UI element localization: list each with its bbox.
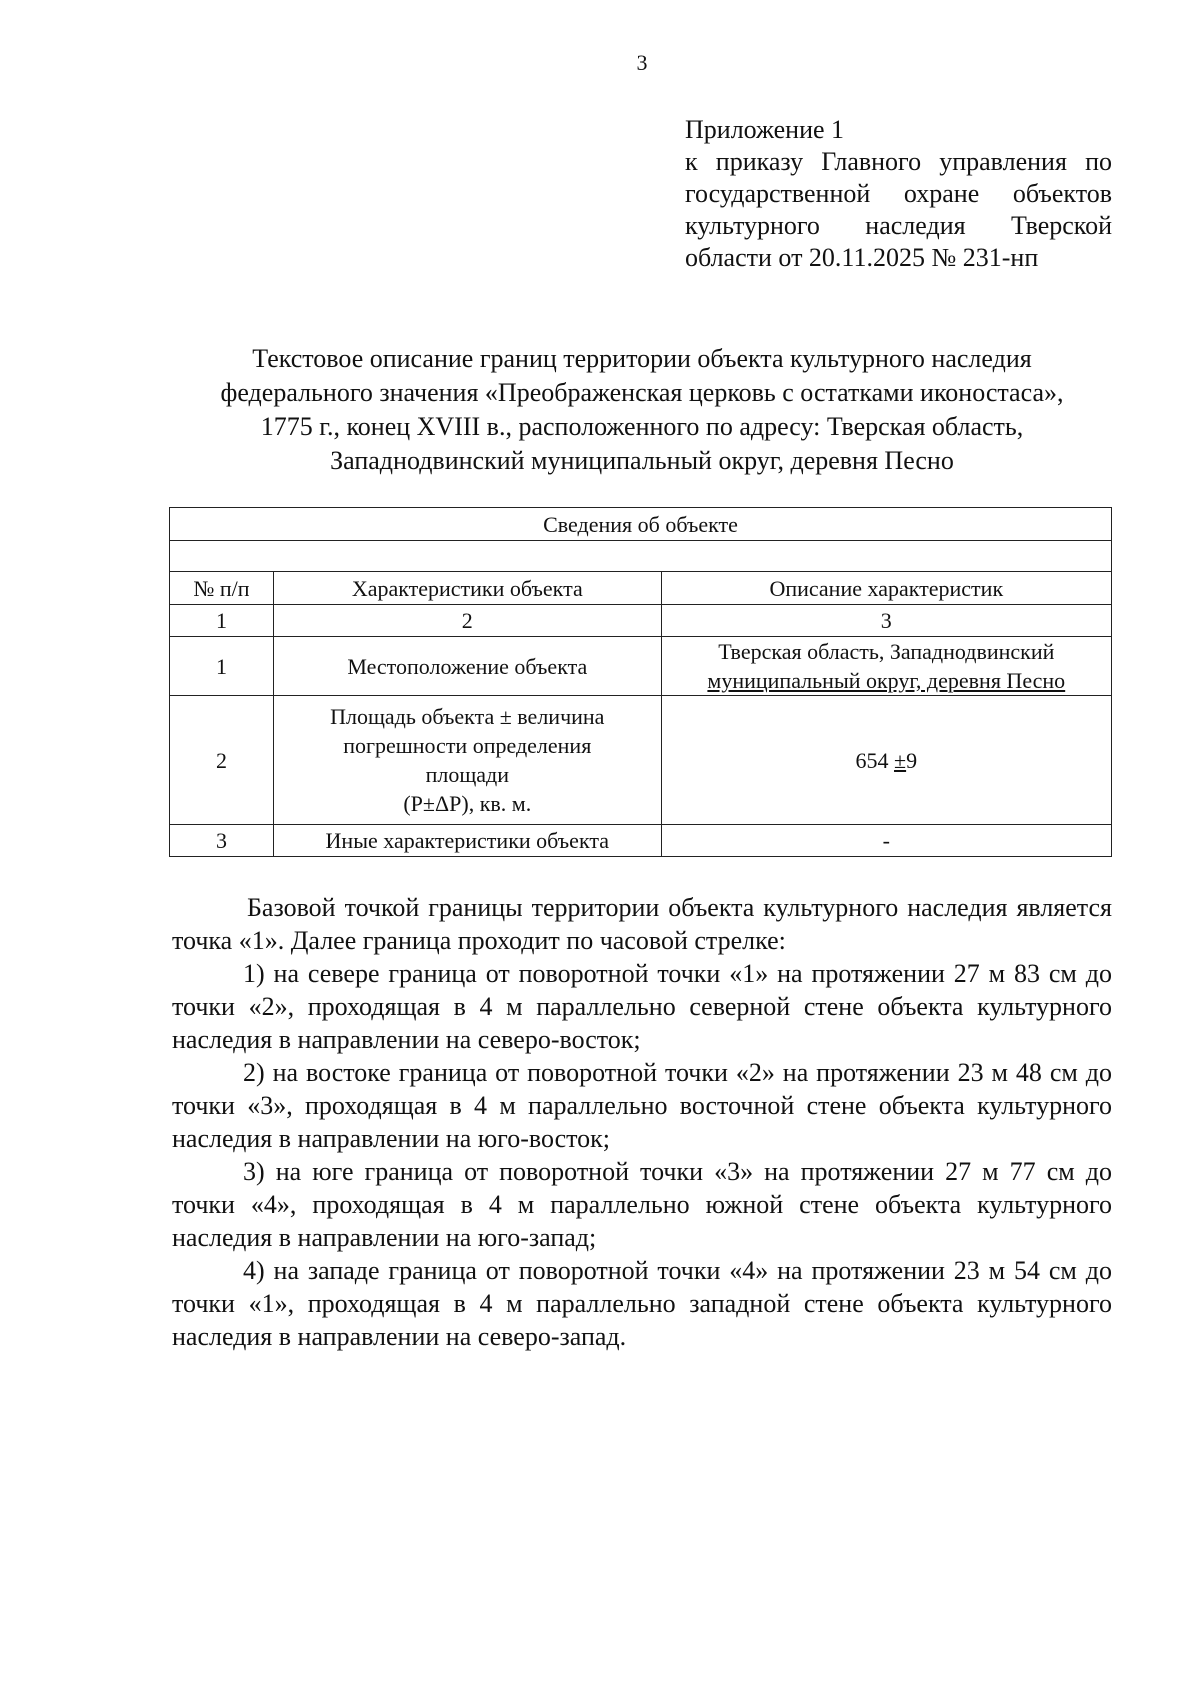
column-header-number: № п/п — [170, 572, 274, 605]
column-number-cell: 2 — [273, 605, 661, 637]
description-text: муниципальный округ, деревня Песно — [707, 668, 1066, 693]
appendix-header — [685, 114, 1112, 274]
characteristic-text: Местоположение объекта — [347, 653, 588, 679]
table-empty-row — [170, 541, 1112, 572]
table-column-header-row — [170, 572, 1112, 605]
boundary-description — [172, 891, 1112, 1353]
characteristic-cell — [273, 825, 661, 857]
row-number-cell: 2 — [170, 696, 274, 825]
document-title — [160, 342, 1124, 478]
title-line: 1775 г., конец XVIII в., расположенного по адресу: Тверская область, — [260, 412, 1024, 441]
characteristic-cell — [273, 696, 661, 825]
appendix-line: Приложение 1 — [685, 115, 845, 144]
table-row — [170, 696, 1112, 825]
boundary-item: 3) на юге граница от поворотной точки «3» на протяжении 27 м 77 см до точки «4», проходящая в 4 м параллельно южной стене объекта культурного наследия в направлении на юго-запад; — [172, 1157, 1112, 1252]
boundary-item: 4) на западе граница от поворотной точки «4» на протяжении 23 м 54 см до точки «1», проходящая в 4 м параллельно западной стене объекта культурного наследия в направлении на северо-запад. — [172, 1256, 1112, 1351]
characteristic-text: площади — [425, 762, 509, 787]
table-section-header-row — [170, 508, 1112, 541]
characteristic-text: (P±ΔP), кв. м. — [403, 791, 532, 816]
table-row — [170, 637, 1112, 696]
row-number-cell: 1 — [170, 637, 274, 696]
description-cell — [661, 696, 1111, 825]
description-text: - — [882, 828, 890, 853]
appendix-line: области от 20.11.2025 № 231-нп — [685, 243, 1039, 272]
column-number-cell: 3 — [661, 605, 1111, 637]
title-line: федерального значения «Преображенская церковь с остатками иконостаса», — [220, 378, 1064, 407]
characteristic-text: Площадь объекта ± величина — [330, 704, 605, 729]
intro-paragraph: Базовой точкой границы территории объекта культурного наследия является точка «1». Далее граница проходит по часовой стрелке: — [172, 893, 1112, 955]
description-cell — [661, 637, 1111, 696]
table-row — [170, 825, 1112, 857]
appendix-line: государственной охране объектов — [685, 179, 1112, 208]
description-cell — [661, 825, 1111, 857]
object-info-table — [169, 507, 1112, 857]
column-header-description: Описание характеристик — [661, 572, 1111, 605]
area-value: 654 — [855, 747, 889, 773]
appendix-line: культурного наследия Тверской — [685, 211, 1112, 240]
boundary-item: 2) на востоке граница от поворотной точки «2» на протяжении 23 м 48 см до точки «3», проходящая в 4 м параллельно восточной стене объекта культурного наследия в направлении на юго-восток; — [172, 1058, 1112, 1153]
table-empty-cell — [170, 541, 1112, 572]
characteristic-text: Иные характеристики объекта — [325, 828, 609, 853]
column-number-cell: 1 — [170, 605, 274, 637]
characteristic-text: погрешности определения — [343, 733, 592, 758]
description-text: Тверская область, Западнодвинский — [718, 639, 1055, 664]
page-number: 3 — [636, 50, 648, 75]
table-section-header: Сведения об объекте — [170, 508, 1112, 541]
characteristic-cell — [273, 637, 661, 696]
appendix-line: к приказу Главного управления по — [685, 147, 1112, 176]
title-line: Текстовое описание границ территории объекта культурного наследия — [252, 344, 1032, 373]
row-number-cell: 3 — [170, 825, 274, 857]
table-column-number-row — [170, 605, 1112, 637]
area-error: 9 — [906, 747, 918, 773]
boundary-item: 1) на севере граница от поворотной точки «1» на протяжении 27 м 83 см до точки «2», проходящая в 4 м параллельно северной стене объекта культурного наследия в направлении на северо-восток; — [172, 959, 1112, 1054]
column-header-characteristic: Характеристики объекта — [273, 572, 661, 605]
title-line: Западнодвинский муниципальный округ, деревня Песно — [330, 446, 954, 475]
area-plus-minus: ± — [894, 747, 907, 773]
